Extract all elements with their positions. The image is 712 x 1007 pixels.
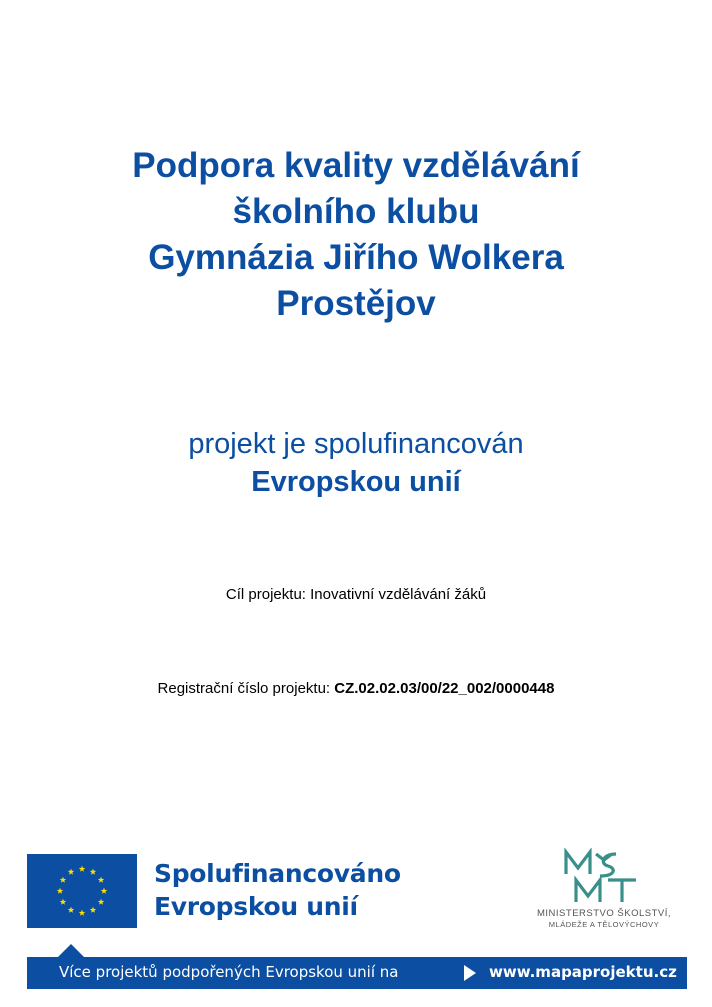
eu-star-icon xyxy=(98,877,104,883)
eu-logo-line-2: Evropskou unií xyxy=(154,892,358,921)
msmt-mark-icon xyxy=(562,848,642,906)
registration-label: Registrační číslo projektu: xyxy=(157,680,335,697)
eu-star-icon xyxy=(79,910,85,916)
title-line-1: Podpora kvality vzdělávání xyxy=(132,146,580,185)
project-title xyxy=(0,143,712,327)
eu-logo-text xyxy=(154,857,401,923)
eu-star-icon xyxy=(101,888,107,894)
title-line-2: školního klubu xyxy=(232,192,480,231)
registration-number: CZ.02.02.03/00/22_002/0000448 xyxy=(334,680,555,697)
eu-star-icon xyxy=(68,907,74,913)
eu-logo-line-1: Spolufinancováno xyxy=(154,859,401,888)
eu-star-icon xyxy=(60,877,66,883)
eu-star-icon xyxy=(90,907,96,913)
eu-star-icon xyxy=(98,899,104,905)
eu-star-icon xyxy=(90,869,96,875)
banner-url-link[interactable]: www.mapaprojektu.cz xyxy=(489,963,677,981)
registration-number-line xyxy=(0,680,712,697)
title-line-3: Gymnázia Jiřího Wolkera xyxy=(148,238,564,277)
eu-flag-icon xyxy=(27,854,137,928)
cofinancing-line-2: Evropskou unií xyxy=(251,466,461,498)
title-line-4: Prostějov xyxy=(276,284,436,323)
cofinancing-statement xyxy=(0,425,712,501)
play-arrow-icon xyxy=(463,964,477,982)
banner-text: Více projektů podpořených Evropskou unií na xyxy=(59,963,399,981)
eu-star-icon xyxy=(79,866,85,872)
cofinancing-line-1: projekt je spolufinancován xyxy=(188,428,524,460)
eu-star-icon xyxy=(60,899,66,905)
msmt-line-1: MINISTERSTVO ŠKOLSTVÍ, xyxy=(537,908,671,919)
eu-star-icon xyxy=(57,888,63,894)
msmt-line-2: MLÁDEŽE A TĚLOVÝCHOVY xyxy=(548,920,660,929)
banner-notch xyxy=(58,944,84,957)
eu-star-icon xyxy=(68,869,74,875)
project-goal: Cíl projektu: Inovativní vzdělávání žáků xyxy=(225,586,487,603)
bottom-banner[interactable] xyxy=(27,957,687,989)
